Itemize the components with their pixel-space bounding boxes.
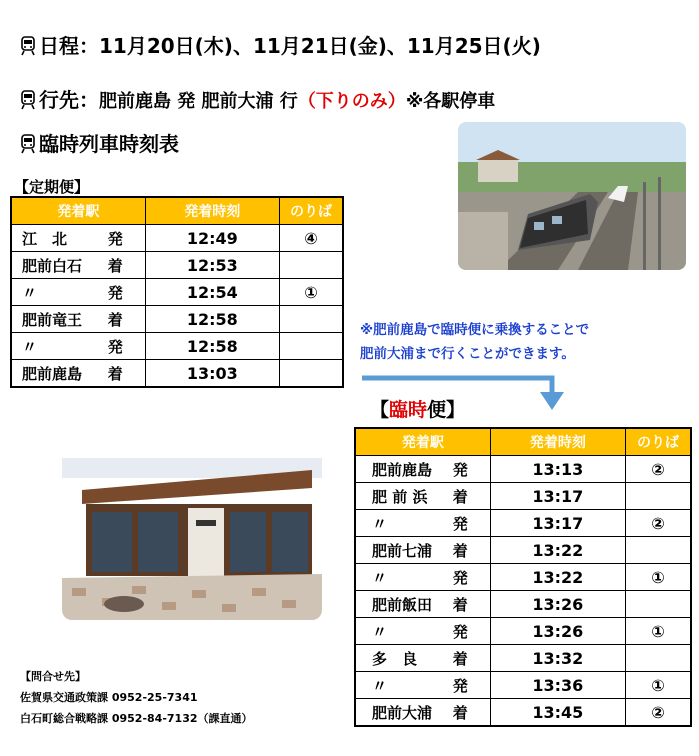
station-cell: [11, 306, 145, 333]
column-header: 発着時刻: [490, 428, 625, 456]
station-cell: [355, 645, 490, 672]
time-cell: 13:26: [490, 618, 625, 645]
schedule-dates: 11月20日(木)、11月21日(金)、11月25日(火): [99, 34, 541, 58]
station-name: 肥前大浦: [372, 703, 433, 722]
time-cell: 13:17: [490, 483, 625, 510]
platform-cell: [625, 483, 691, 510]
arrival-departure: 着: [452, 703, 468, 722]
station-name: 〃: [372, 676, 388, 695]
arrival-departure: 発: [452, 460, 468, 479]
station-name: 肥前鹿島: [22, 364, 83, 383]
platform-cell: ②: [625, 456, 691, 483]
time-cell: 13:22: [490, 537, 625, 564]
arrival-departure: 発: [452, 514, 468, 533]
arrival-departure: 発: [107, 229, 123, 248]
table-row: [355, 537, 691, 564]
regular-label: 【定期便】: [14, 178, 90, 196]
contact-title: 【問合せ先】: [20, 670, 86, 683]
column-header: 発着駅: [355, 428, 490, 456]
train-icon: [20, 36, 36, 56]
arrival-departure: 発: [452, 676, 468, 695]
table-row: [355, 564, 691, 591]
time-cell: 13:36: [490, 672, 625, 699]
table-row: [11, 360, 343, 388]
station-name: 江 北: [22, 229, 68, 248]
platform-cell: [279, 252, 343, 279]
extra-timetable: [354, 427, 692, 727]
platform-cell: [625, 645, 691, 672]
station-name: 肥 前 浜: [372, 487, 428, 506]
transfer-note-line: ※肥前鹿島で臨時便に乗換することで: [360, 322, 590, 338]
time-cell: 13:22: [490, 564, 625, 591]
time-cell: 12:58: [145, 333, 279, 360]
table-header-row: [11, 197, 343, 225]
station-cell: [355, 564, 490, 591]
time-cell: 13:26: [490, 591, 625, 618]
table-row: [11, 225, 343, 252]
platform-cell: [279, 306, 343, 333]
arrival-departure: 着: [107, 310, 123, 329]
station-cell: [355, 672, 490, 699]
station-cell: [355, 591, 490, 618]
station-name: 〃: [22, 337, 38, 356]
train-icon: [20, 90, 36, 110]
contact-line: 白石町総合戦略課 0952-84-7132（課直通）: [20, 712, 253, 725]
station-name: 〃: [372, 568, 388, 587]
platform-cell: [279, 333, 343, 360]
station-cell: [355, 483, 490, 510]
transfer-note: [360, 318, 589, 366]
arrival-departure: 発: [107, 283, 123, 302]
platform-cell: ①: [279, 279, 343, 306]
table-row: [355, 618, 691, 645]
train-photo: [458, 122, 686, 270]
column-header: 発着駅: [11, 197, 145, 225]
table-header-row: [355, 428, 691, 456]
station-name: 肥前飯田: [372, 595, 433, 614]
platform-cell: [625, 591, 691, 618]
time-cell: 12:54: [145, 279, 279, 306]
extra-label-red: 臨時: [389, 399, 428, 421]
arrival-departure: 着: [107, 256, 123, 275]
time-cell: 12:49: [145, 225, 279, 252]
station-cell: [355, 618, 490, 645]
arrival-departure: 着: [452, 487, 468, 506]
arrival-departure: 着: [107, 364, 123, 383]
contact-line: 佐賀県交通政策課 0952-25-7341: [20, 691, 198, 704]
destination-route: 肥前鹿島 発 肥前大浦 行: [99, 91, 298, 112]
station-cell: [11, 279, 145, 306]
station-name: 〃: [372, 514, 388, 533]
station-cell: [355, 510, 490, 537]
table-row: [355, 456, 691, 483]
time-cell: 12:53: [145, 252, 279, 279]
timetable-title: [20, 128, 179, 157]
destination-direction: （下りのみ）: [297, 91, 406, 112]
station-name: 〃: [22, 283, 38, 302]
station-cell: [355, 456, 490, 483]
contact-info: [20, 666, 253, 729]
platform-cell: ②: [625, 510, 691, 537]
arrival-departure: 発: [452, 568, 468, 587]
platform-cell: ①: [625, 564, 691, 591]
extra-label: [370, 395, 465, 422]
time-cell: 13:45: [490, 699, 625, 727]
table-row: [355, 645, 691, 672]
station-cell: [355, 537, 490, 564]
transfer-note-line: 肥前大浦まで行くことができます。: [360, 346, 575, 362]
table-row: [355, 699, 691, 727]
destination-label: 行先：: [39, 88, 99, 112]
table-row: [355, 591, 691, 618]
column-header: 発着時刻: [145, 197, 279, 225]
station-name: 肥前七浦: [372, 541, 433, 560]
platform-cell: [625, 537, 691, 564]
table-row: [355, 510, 691, 537]
table-row: [355, 672, 691, 699]
column-header: のりば: [625, 428, 691, 456]
station-cell: [11, 360, 145, 388]
station-cell: [11, 333, 145, 360]
time-cell: 13:17: [490, 510, 625, 537]
station-cell: [355, 699, 490, 727]
station-cell: [11, 225, 145, 252]
station-name: 肥前竜王: [22, 310, 83, 329]
table-row: [355, 483, 691, 510]
platform-cell: ①: [625, 672, 691, 699]
station-name: 肥前白石: [22, 256, 83, 275]
arrival-departure: 着: [452, 649, 468, 668]
extra-label-open: 【: [370, 399, 390, 421]
table-row: [11, 333, 343, 360]
platform-cell: ①: [625, 618, 691, 645]
column-header: のりば: [279, 197, 343, 225]
table-row: [11, 279, 343, 306]
destination-line: [20, 84, 495, 113]
time-cell: 13:13: [490, 456, 625, 483]
train-icon: [20, 134, 36, 154]
regular-timetable: [10, 196, 344, 388]
schedule-label: 日程：: [39, 34, 99, 58]
station-name: 〃: [372, 622, 388, 641]
platform-cell: ②: [625, 699, 691, 727]
platform-cell: [279, 360, 343, 388]
arrival-departure: 発: [452, 622, 468, 641]
arrival-departure: 着: [452, 595, 468, 614]
destination-note: ※各駅停車: [405, 91, 496, 112]
station-photo: [62, 428, 322, 620]
time-cell: 13:03: [145, 360, 279, 388]
arrival-departure: 着: [452, 541, 468, 560]
schedule-line: [20, 30, 541, 59]
platform-cell: ④: [279, 225, 343, 252]
station-name: 肥前鹿島: [372, 460, 433, 479]
timetable-title-text: 臨時列車時刻表: [39, 132, 179, 156]
table-row: [11, 306, 343, 333]
time-cell: 12:58: [145, 306, 279, 333]
extra-label-rest: 便】: [427, 399, 466, 421]
station-name: 多 良: [372, 649, 418, 668]
arrival-departure: 発: [107, 337, 123, 356]
time-cell: 13:32: [490, 645, 625, 672]
station-cell: [11, 252, 145, 279]
table-row: [11, 252, 343, 279]
